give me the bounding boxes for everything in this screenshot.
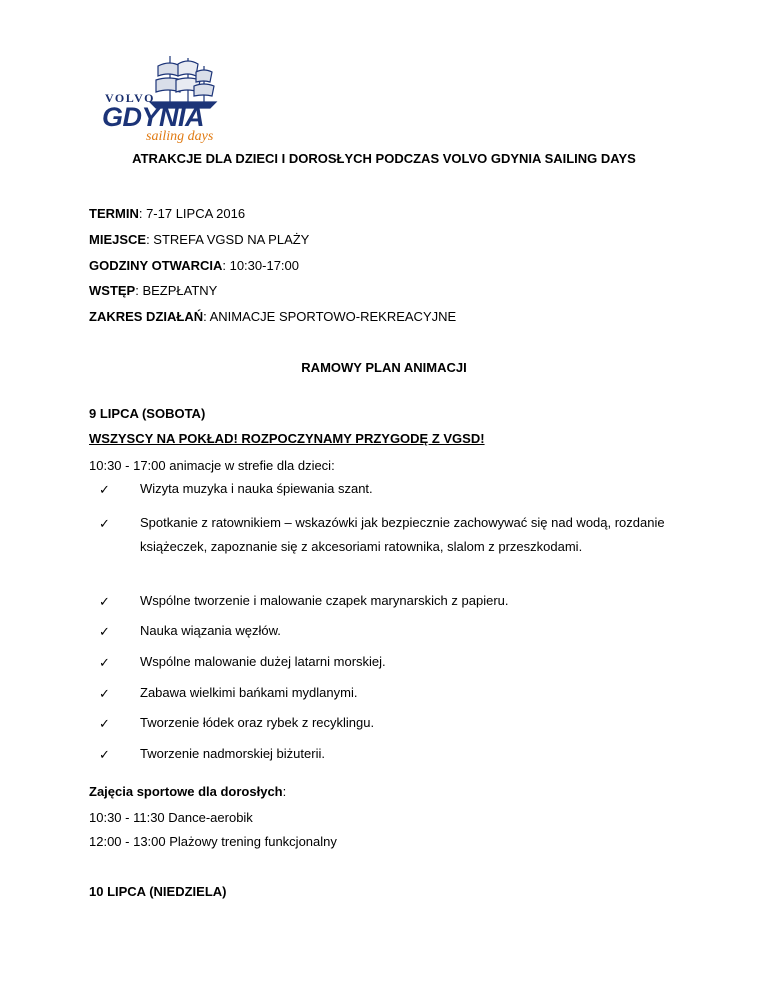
check-icon: ✓: [99, 686, 110, 701]
logo-tagline: sailing days: [146, 129, 214, 144]
list-item: Wizyta muzyka i nauka śpiewania szant.: [140, 481, 373, 496]
info-godziny: [89, 258, 299, 273]
check-icon: ✓: [99, 747, 110, 762]
adults-heading-text: Zajęcia sportowe dla dorosłych: [89, 784, 283, 799]
day1-motto: WSZYSCY NA POKŁAD! ROZPOCZYNAMY PRZYGODĘ Z VGSD!: [89, 431, 485, 446]
logo-brand: VOLVO: [105, 91, 155, 105]
plan-heading: RAMOWY PLAN ANIMACJI: [301, 360, 467, 375]
check-icon: ✓: [99, 624, 110, 639]
check-icon: ✓: [99, 482, 110, 497]
info-value: : BEZPŁATNY: [135, 283, 218, 298]
list-item: Zabawa wielkimi bańkami mydlanymi.: [140, 685, 358, 700]
info-label: TERMIN: [89, 206, 139, 221]
info-wstep: [89, 283, 217, 298]
list-item: Tworzenie łódek oraz rybek z recyklingu.: [140, 715, 375, 730]
day1-kids-intro: 10:30 - 17:00 animacje w strefie dla dzieci:: [89, 458, 335, 473]
check-icon: ✓: [99, 516, 110, 531]
info-label: ZAKRES DZIAŁAŃ: [89, 309, 204, 324]
logo-city: GDYNIA: [102, 102, 205, 132]
list-item: Wspólne malowanie dużej latarni morskiej.: [140, 654, 386, 669]
info-label: WSTĘP: [89, 283, 136, 298]
list-item: Spotkanie z ratownikiem – wskazówki jak bezpiecznie zachowywać się nad wodą, rozdanie książeczek, zapoznanie się z akcesoriami ratownika, slalom z przeszkodami.: [140, 515, 665, 554]
info-label: GODZINY OTWARCIA: [89, 258, 223, 273]
adults-heading-colon: :: [282, 784, 287, 799]
adults-heading: [89, 784, 286, 799]
info-miejsce: [89, 232, 309, 247]
list-item: Tworzenie nadmorskiej biżuterii.: [140, 746, 325, 761]
info-value: : 7-17 LIPCA 2016: [138, 206, 246, 221]
check-icon: ✓: [99, 594, 110, 609]
volvo-gdynia-logo: [100, 52, 230, 144]
check-icon: ✓: [99, 716, 110, 731]
day2-date: 10 LIPCA (NIEDZIELA): [89, 884, 227, 899]
day1-date: 9 LIPCA (SOBOTA): [89, 406, 206, 421]
info-value: : STREFA VGSD NA PLAŻY: [146, 232, 310, 247]
adults-item: 10:30 - 11:30 Dance-aerobik: [89, 810, 253, 825]
list-item: Nauka wiązania węzłów.: [140, 623, 281, 638]
adults-item: 12:00 - 13:00 Plażowy trening funkcjonalny: [89, 834, 337, 849]
info-zakres: [89, 309, 456, 324]
info-termin: [89, 206, 245, 221]
info-value: : ANIMACJE SPORTOWO-REKREACYJNE: [203, 309, 457, 324]
info-value: : 10:30-17:00: [222, 258, 299, 273]
document-title: ATRAKCJE DLA DZIECI I DOROSŁYCH PODCZAS VOLVO GDYNIA SAILING DAYS: [132, 151, 636, 166]
check-icon: ✓: [99, 655, 110, 670]
list-item: Wspólne tworzenie i malowanie czapek marynarskich z papieru.: [140, 593, 509, 608]
info-label: MIEJSCE: [89, 232, 147, 247]
